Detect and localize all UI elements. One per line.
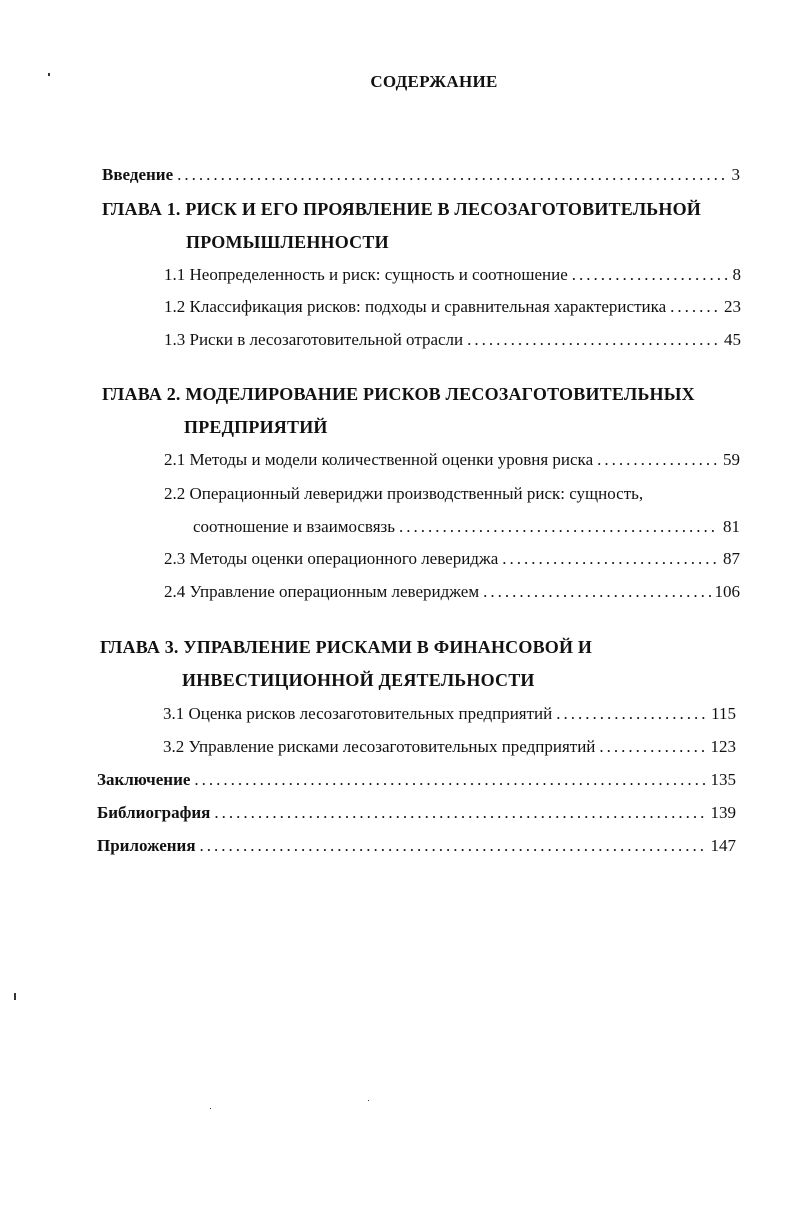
scan-speck <box>14 993 16 1000</box>
chapter-3-heading[interactable]: ГЛАВА 3. УПРАВЛЕНИЕ РИСКАМИ В ФИНАНСОВОЙ И <box>100 637 593 657</box>
toc-entry-label: 1.2 Классификация рисков: подходы и сравнительная характеристика <box>164 297 667 316</box>
toc-entry-label: Заключение <box>97 770 191 789</box>
toc-page-number: 115 <box>711 704 736 723</box>
toc-page-number: 123 <box>710 737 736 756</box>
toc-entry-label: 2.1 Методы и модели количественной оценки уровня риска <box>164 450 594 469</box>
dot-leader <box>483 581 710 603</box>
toc-entry-label: Приложения <box>97 836 196 855</box>
toc-entry-2-4[interactable] <box>164 581 740 603</box>
toc-entry-label: соотношение и взаимосвязь <box>193 517 396 536</box>
toc-entry-label: 1.3 Риски в лесозаготовительной отрасли <box>164 330 464 349</box>
chapter-1-heading-cont: ПРОМЫШЛЕННОСТИ <box>186 232 389 252</box>
toc-entry-2-1[interactable] <box>164 449 740 471</box>
toc-page-number: 135 <box>710 770 736 789</box>
toc-entry-2-2[interactable] <box>193 516 740 538</box>
page-title: СОДЕРЖАНИЕ <box>370 72 498 91</box>
toc-entry-label: 2.4 Управление операционным левериджем <box>164 582 480 601</box>
dot-leader <box>670 296 720 318</box>
toc-entry-appendices[interactable] <box>97 835 736 857</box>
toc-entry-3-2[interactable] <box>163 736 736 758</box>
toc-entry-2-2-line1[interactable]: 2.2 Операционный левериджи производственный риск: сущность, <box>164 484 644 503</box>
dot-leader <box>572 264 729 286</box>
scan-speck <box>368 1100 369 1101</box>
chapter-2-heading[interactable]: ГЛАВА 2. МОДЕЛИРОВАНИЕ РИСКОВ ЛЕСОЗАГОТОВИТЕЛЬНЫХ <box>102 384 695 404</box>
toc-entry-bibliography[interactable] <box>97 802 736 824</box>
toc-entry-1-3[interactable] <box>164 329 741 351</box>
dot-leader <box>556 703 707 725</box>
dot-leader <box>399 516 719 538</box>
toc-entry-conclusion[interactable] <box>97 769 736 791</box>
toc-entry-label: 1.1 Неопределенность и риск: сущность и соотношение <box>164 265 568 284</box>
dot-leader <box>502 548 719 570</box>
toc-entry-2-3[interactable] <box>164 548 740 570</box>
toc-page-number: 59 <box>723 450 740 469</box>
toc-page-number: 106 <box>714 582 740 601</box>
toc-entry-label: Введение <box>102 165 174 184</box>
toc-page-number: 81 <box>723 517 740 536</box>
chapter-1-heading[interactable]: ГЛАВА 1. РИСК И ЕГО ПРОЯВЛЕНИЕ В ЛЕСОЗАГОТОВИТЕЛЬНОЙ <box>102 199 702 219</box>
toc-entry-1-1[interactable] <box>164 264 741 286</box>
toc-page-number: 147 <box>710 836 736 855</box>
toc-page-number: 87 <box>723 549 740 568</box>
toc-entry-intro[interactable] <box>102 164 740 186</box>
toc-page-number: 8 <box>732 265 741 284</box>
toc-entry-3-1[interactable] <box>163 703 736 725</box>
toc-page-number: 45 <box>724 330 741 349</box>
toc-entry-label: 2.3 Методы оценки операционного левериджа <box>164 549 499 568</box>
dot-leader <box>200 835 707 857</box>
toc-entry-label: Библиография <box>97 803 211 822</box>
dot-leader <box>467 329 720 351</box>
dot-leader <box>214 802 706 824</box>
scan-speck <box>210 1108 211 1109</box>
dot-leader <box>177 164 727 186</box>
dot-leader <box>599 736 706 758</box>
toc-entry-1-2[interactable] <box>164 296 741 318</box>
toc-page-number: 3 <box>731 165 740 184</box>
toc-entry-label: 3.1 Оценка рисков лесозаготовительных предприятий <box>163 704 553 723</box>
toc-entry-label: 3.2 Управление рисками лесозаготовительных предприятий <box>163 737 596 756</box>
chapter-2-heading-cont: ПРЕДПРИЯТИЙ <box>184 417 328 437</box>
toc-page-number: 139 <box>710 803 736 822</box>
scan-speck <box>48 73 50 76</box>
chapter-3-heading-cont: ИНВЕСТИЦИОННОЙ ДЕЯТЕЛЬНОСТИ <box>182 670 535 690</box>
toc-page-number: 23 <box>724 297 741 316</box>
dot-leader <box>194 769 706 791</box>
dot-leader <box>597 449 719 471</box>
